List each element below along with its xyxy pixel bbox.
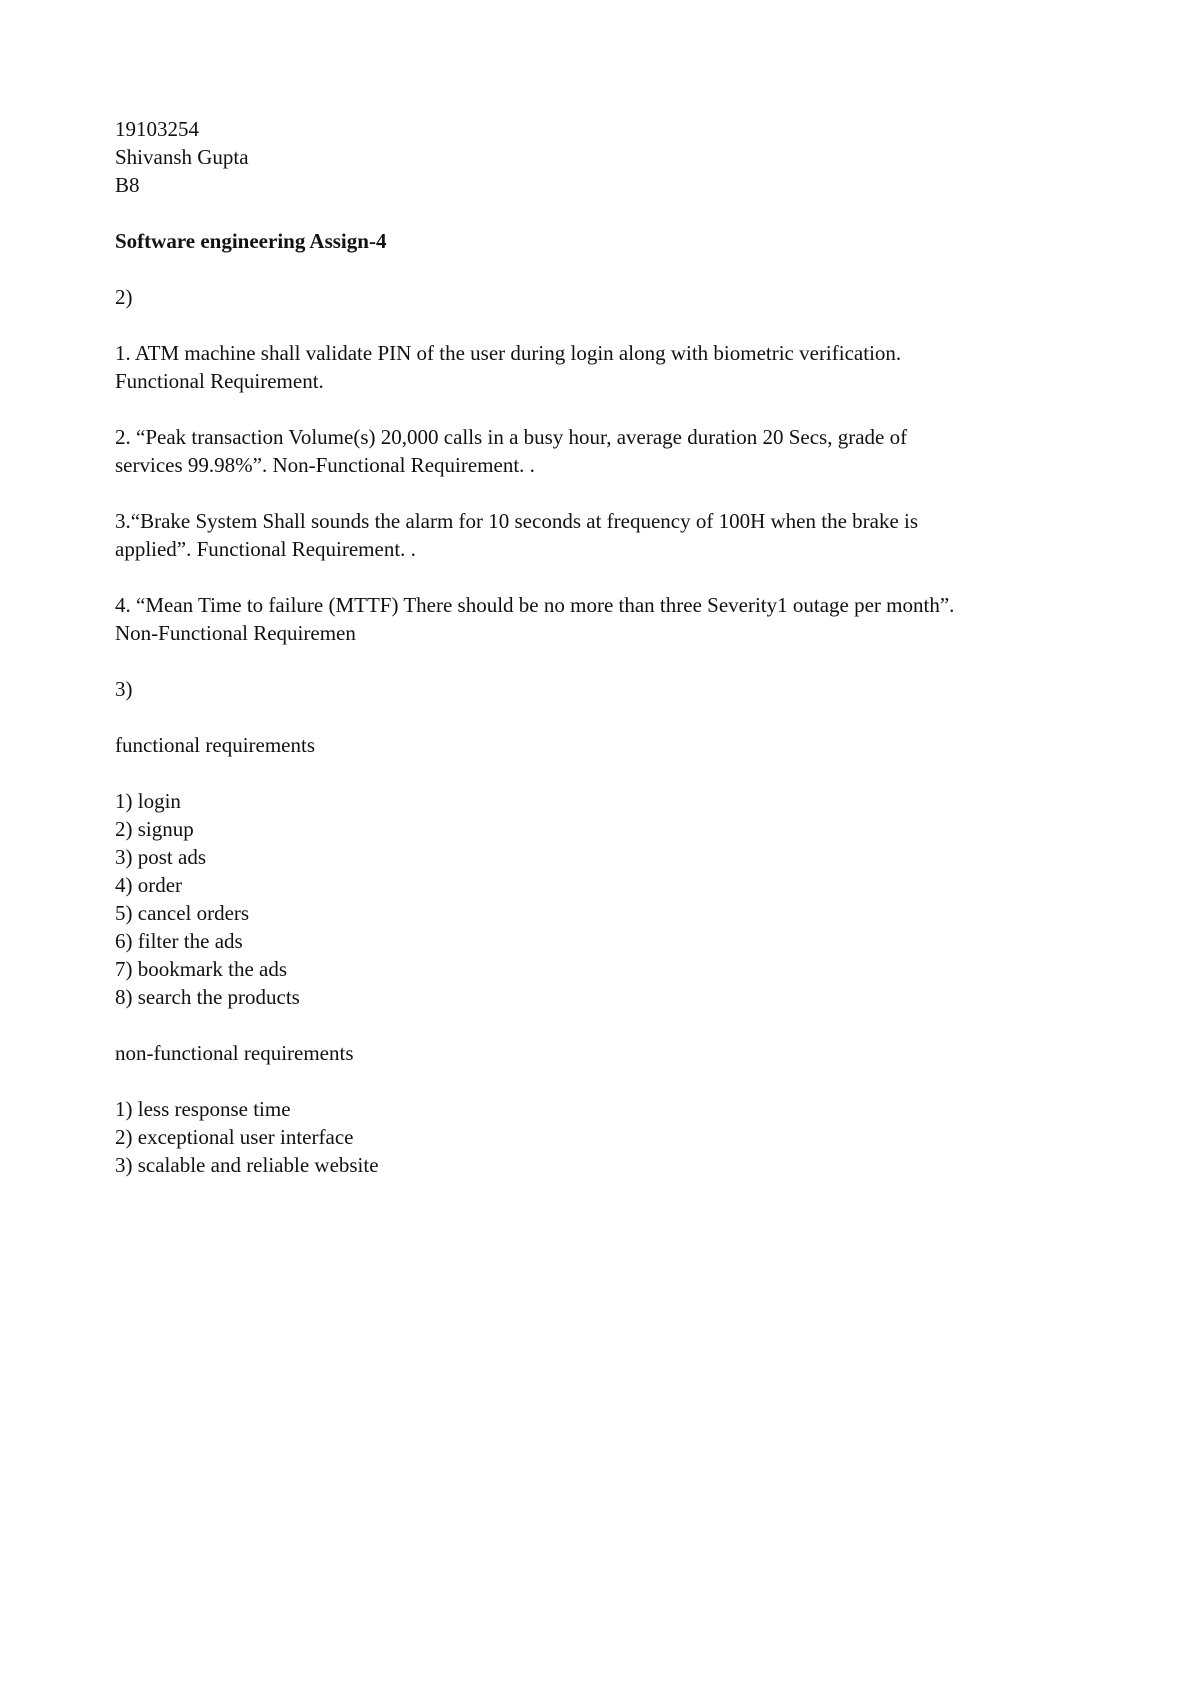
question-2-item <box>115 339 1075 395</box>
roll-number: 19103254 <box>115 117 199 141</box>
list-item: 1) login <box>115 789 181 813</box>
list-item: 3) post ads <box>115 845 206 869</box>
question-2-item <box>115 423 1075 479</box>
item-text: 3.“Brake System Shall sounds the alarm for 10 seconds at frequency of 100H when the brake is <box>115 509 919 533</box>
nonfunctional-list <box>115 1095 1075 1179</box>
spacer <box>115 255 1075 283</box>
list-item: 4) order <box>115 873 183 897</box>
item-text: 2. “Peak transaction Volume(s) 20,000 calls in a busy hour, average duration 20 Secs, grade of <box>115 425 908 449</box>
list-item: 7) bookmark the ads <box>115 957 288 981</box>
list-item: 6) filter the ads <box>115 929 243 953</box>
functional-heading: functional requirements <box>115 733 316 757</box>
document-content <box>115 115 1075 1179</box>
question-2-item <box>115 591 1075 647</box>
list-item: 3) scalable and reliable website <box>115 1153 379 1177</box>
spacer <box>115 703 1075 731</box>
functional-list <box>115 787 1075 1011</box>
list-item: 2) signup <box>115 817 194 841</box>
student-name: Shivansh Gupta <box>115 145 249 169</box>
item-classification: Non-Functional Requiremen <box>115 621 356 645</box>
spacer <box>115 647 1075 675</box>
document-title: Software engineering Assign-4 <box>115 229 387 253</box>
list-item: 1) less response time <box>115 1097 291 1121</box>
spacer <box>115 311 1075 339</box>
list-item: 5) cancel orders <box>115 901 250 925</box>
question-2-label: 2) <box>115 285 133 309</box>
item-text: 4. “Mean Time to failure (MTTF) There should be no more than three Severity1 outage per month”. <box>115 593 955 617</box>
nonfunctional-heading: non-functional requirements <box>115 1041 354 1065</box>
item-classification: services 99.98%”. Non-Functional Requirement. . <box>115 453 535 477</box>
spacer <box>115 199 1075 227</box>
item-classification: Functional Requirement. <box>115 369 324 393</box>
item-classification: applied”. Functional Requirement. . <box>115 537 416 561</box>
question-3-label: 3) <box>115 677 133 701</box>
question-2-item <box>115 507 1075 563</box>
spacer <box>115 395 1075 423</box>
spacer <box>115 479 1075 507</box>
spacer <box>115 1011 1075 1039</box>
list-item: 8) search the products <box>115 985 300 1009</box>
item-text: 1. ATM machine shall validate PIN of the user during login along with biometric verification. <box>115 341 902 365</box>
spacer <box>115 1067 1075 1095</box>
spacer <box>115 563 1075 591</box>
spacer <box>115 759 1075 787</box>
list-item: 2) exceptional user interface <box>115 1125 354 1149</box>
batch: B8 <box>115 173 140 197</box>
